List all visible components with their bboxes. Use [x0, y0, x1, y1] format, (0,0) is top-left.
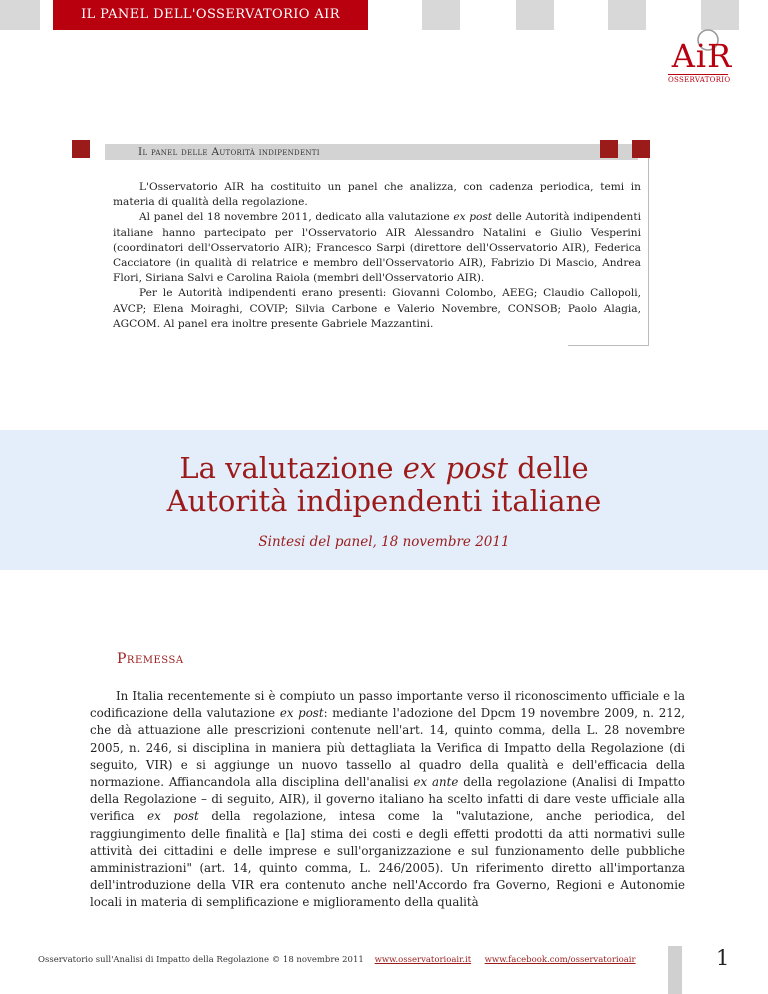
page-title: [0, 452, 768, 518]
page-subtitle: Sintesi del panel, 18 novembre 2011: [258, 534, 510, 550]
panel-deco-square: [632, 140, 650, 158]
text-run: In Italia recentemente si è compiuto un passo importante verso il riconoscimento ufficiale e la codificazione della valutazione: [90, 689, 685, 721]
section-body: [90, 688, 685, 912]
panel-heading: Il panel delle Autorità indipendenti: [138, 146, 320, 158]
text-emphasis: ex ante: [413, 775, 459, 790]
panel-deco-square: [72, 140, 90, 158]
text-emphasis: ex post: [279, 706, 324, 721]
text-emphasis: ex post: [402, 451, 509, 485]
title-line: [0, 452, 768, 485]
panel-paragraph: Per le Autorità indipendenti erano presenti: Giovanni Colombo, AEEG; Claudio Callopoli, AVCP; Elena Moiraghi, COVIP; Silvia Carbone e Valerio Novembre, CONSOB; Paolo Alagia, AGCOM. Al panel era inoltre presente Gabriele Mazzantini.: [113, 287, 641, 330]
header-deco-square: [0, 0, 40, 30]
text-run: : mediante l'adozione del Dpcm 19 novembre 2009, n. 212, che dà attuazione alle prescrizioni contenute nell'art. 14, quinto comma, della L. 28 novembre 2005, n. 246, si disciplina in maniera più dettagliata la Verifica di Impatto della Regolazione (di seguito, VIR) e si aggiunge un nuovo tassello al quadro della qualità e dell'efficacia della normazione. Affiancandola alla disciplina dell'analisi: [90, 706, 685, 790]
panel-border: [568, 345, 649, 346]
panel-deco-square: [600, 140, 618, 158]
text-run: della regolazione, intesa come la "valutazione, anche periodica, del raggiungimento delle finalità e [la] stima dei costi e degli effetti prodotti da atti normativi sulle attività dei cittadini e delle imprese e sull'organizzazione e sul funzionamento delle pubbliche amministrazioni" (art. 14, quinto comma, L. 246/2005). Un riferimento diretto all'importanza dell'introduzione della VIR era contenuto anche nell'Accordo fra Governo, Regioni e Autonomie locali in materia di semplificazione e miglioramento della qualità: [90, 809, 685, 910]
footer-deco-bar: [668, 946, 682, 994]
footer: [38, 955, 636, 965]
section-heading: Premessa: [117, 651, 184, 667]
text-emphasis: ex post: [453, 211, 493, 224]
page-number: 1: [716, 946, 730, 970]
website-link[interactable]: www.osservatorioair.it: [374, 955, 472, 965]
logo-subtitle: OSSERVATORIO: [668, 76, 731, 84]
header-deco-square: [516, 0, 554, 30]
header-deco-square: [422, 0, 460, 30]
text-run: delle Autorità indipendenti italiane hanno partecipato per l'Osservatorio AIR Alessandro Natalini e Giulio Vesperini (coordinatori dell'Osservatorio AIR); Francesco Sarpi (direttore dell'Osservatorio AIR), Federica Cacciatore (in qualità di relatrice e membro dell'Osservatorio AIR), Fabrizio Di Mascio, Andrea Flori, Siriana Salvi e Carolina Raiola (membri dell'Osservatorio AIR).: [113, 211, 641, 285]
header-deco-square: [608, 0, 646, 30]
text-run: Al panel del 18 novembre 2011, dedicato alla valutazione: [139, 211, 454, 224]
panel-body: [113, 180, 641, 332]
text-run: La valutazione: [179, 451, 403, 485]
text-run: delle: [508, 451, 589, 485]
text-emphasis: ex post: [147, 809, 199, 824]
facebook-link[interactable]: www.facebook.com/osservatorioair: [484, 955, 636, 965]
panel-paragraph: L'Osservatorio AIR ha costituito un panel che analizza, con cadenza periodica, temi in materia di qualità della regolazione.: [113, 181, 641, 209]
logo: AiR: [671, 37, 733, 75]
header-title: IL PANEL DELL'OSSERVATORIO AIR: [81, 7, 340, 22]
section-paragraph: [90, 688, 685, 912]
panel-paragraph: [113, 210, 641, 286]
text-run: della regolazione (Analisi di Impatto della Regolazione – di seguito, AIR), il governo italiano ha scelto infatti di dare veste ufficiale alla verifica: [90, 775, 686, 824]
panel-border: [648, 158, 649, 346]
footer-text: Osservatorio sull'Analisi di Impatto della Regolazione © 18 novembre 2011: [38, 955, 364, 965]
title-line: Autorità indipendenti italiane: [166, 484, 602, 518]
header-deco-square: [701, 0, 739, 30]
